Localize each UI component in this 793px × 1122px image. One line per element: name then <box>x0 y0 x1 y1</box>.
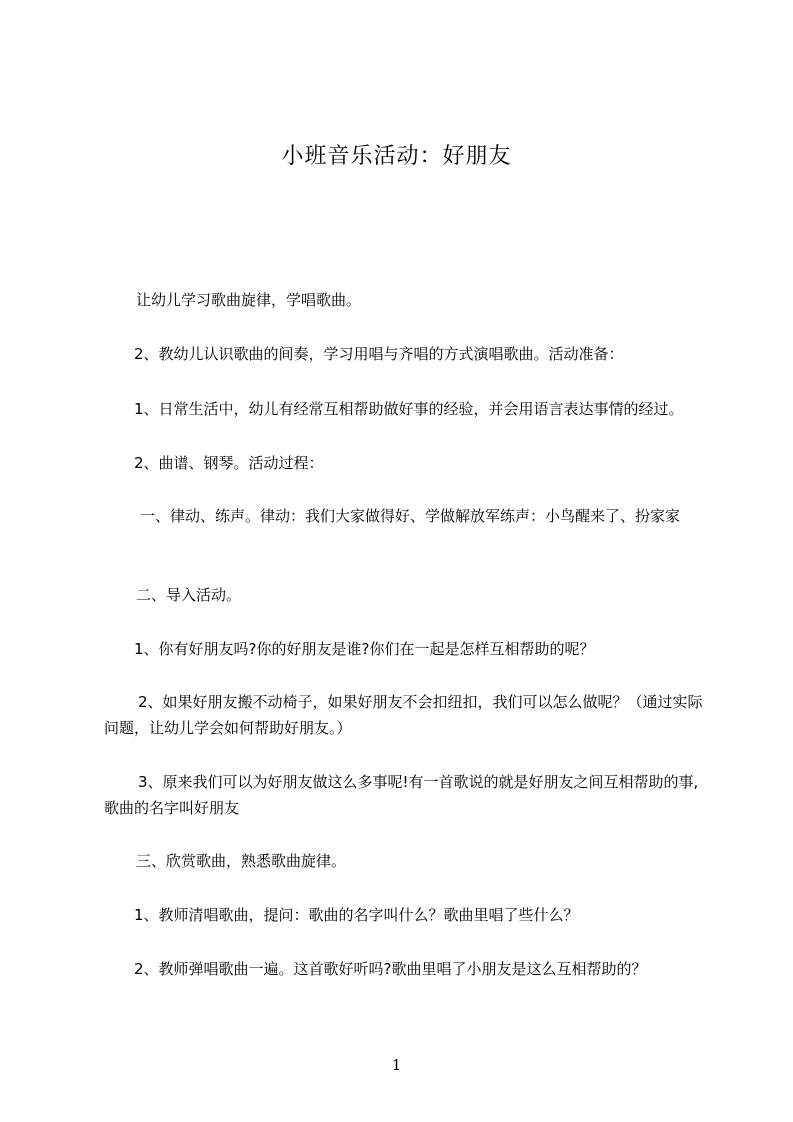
paragraph-prep-2: 2、曲谱、钢琴。活动过程： <box>134 454 324 472</box>
paragraph-goal-2: 2、教幼儿认识歌曲的间奏，学习用唱与齐唱的方式演唱歌曲。活动准备： <box>134 345 624 363</box>
document-title: 小班音乐活动：好朋友 <box>281 144 512 169</box>
paragraph-step-1: 一、律动、练声。律动：我们大家做得好、学做解放军练声：小鸟醒来了、扮家家 <box>140 507 681 525</box>
paragraph-listen-1: 1、教师清唱歌曲，提问：歌曲的名字叫什么？歌曲里唱了些什么？ <box>134 906 579 924</box>
paragraph-question-1: 1、你有好朋友吗?你的好朋友是谁?你们在一起是怎样互相帮助的呢？ <box>134 640 595 658</box>
paragraph-goal: 让幼儿学习歌曲旋律，学唱歌曲。 <box>136 291 362 309</box>
paragraph-step-2: 二、导入活动。 <box>136 586 242 604</box>
paragraph-question-3: 3、原来我们可以为好朋友做这么多事呢!有一首歌说的就是好朋友之间互相帮助的事,歌曲的名字叫好朋友 <box>104 773 699 817</box>
paragraph-listen-2: 2、教师弹唱歌曲一遍。这首歌好听吗?歌曲里唱了小朋友是这么互相帮助的？ <box>134 960 647 978</box>
page-number: 1 <box>391 1056 402 1074</box>
paragraph-question-2: 2、如果好朋友搬不动椅子，如果好朋友不会扣纽扣，我们可以怎么做呢？（通过实际问题，让幼儿学会如何帮助好朋友。） <box>104 693 703 737</box>
paragraph-step-3: 三、欣赏歌曲，熟悉歌曲旋律。 <box>136 852 347 870</box>
paragraph-prep-1: 1、日常生活中，幼儿有经常互相帮助做好事的经验，并会用语言表达事情的经过。 <box>134 400 684 418</box>
